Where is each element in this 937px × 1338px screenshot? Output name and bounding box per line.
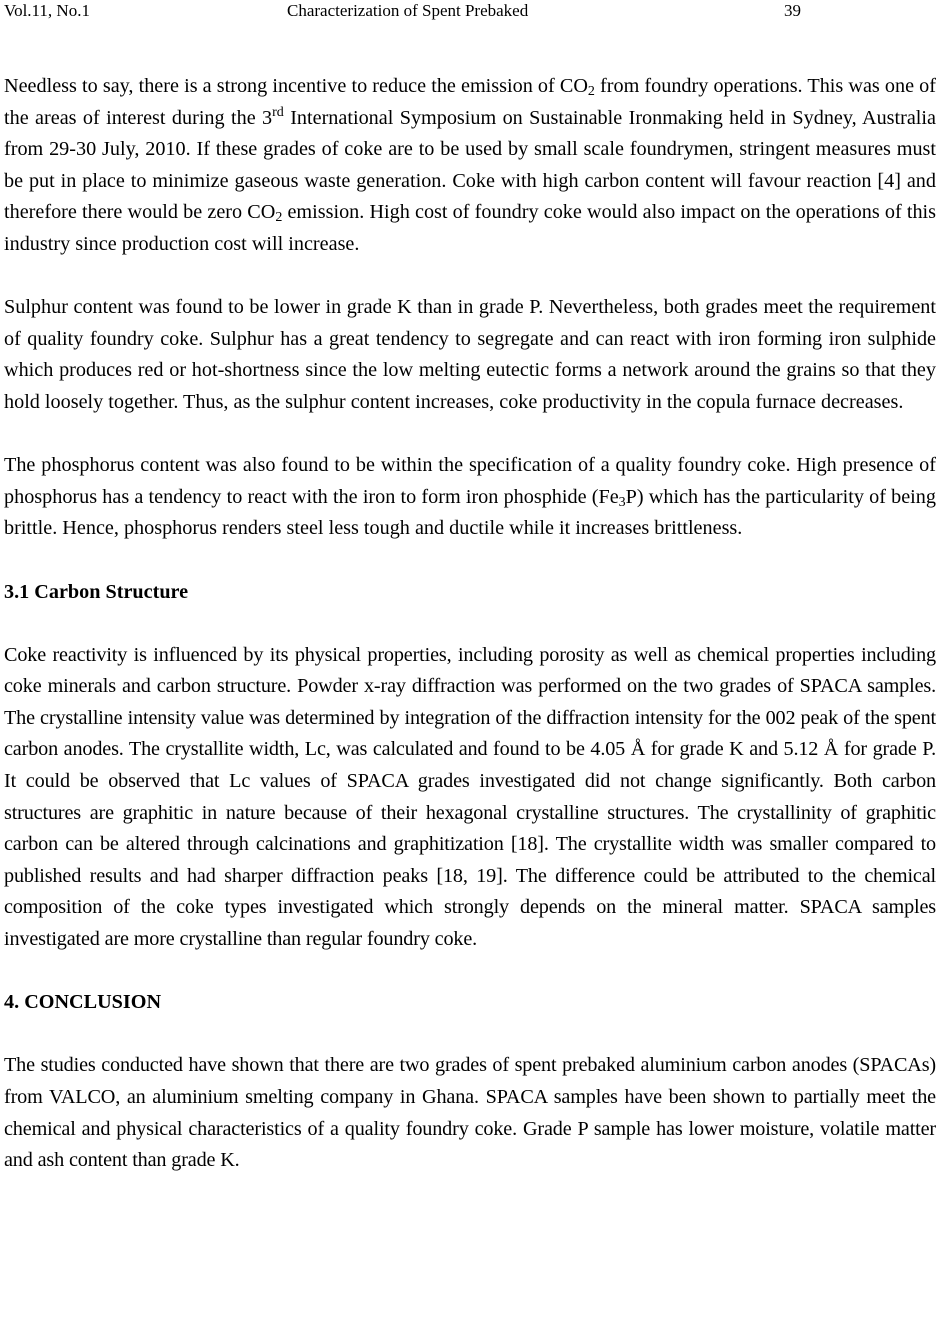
paragraph-co2-emission <box>4 71 936 261</box>
paragraph-sulphur: Sulphur content was found to be lower in grade K than in grade P. Nevertheless, both grades meet the requirement of quality foundry coke. Sulphur has a great tendency to segregate and can react with iron forming iron sulphide which produces red or hot-shortness since the low melting eutectic forms a network around the grains so that they hold loosely together. Thus, as the sulphur content increases, coke productivity in the copula furnace decreases. <box>4 296 936 413</box>
section-heading-conclusion: 4. CONCLUSION <box>4 991 162 1014</box>
section-heading-carbon-structure: 3.1 Carbon Structure <box>4 580 189 603</box>
article-body <box>4 71 936 1177</box>
text-span: emission. High cost of foundry coke would also impact on the operations of this industry since production cost will increase. <box>4 201 936 255</box>
subscript: 3 <box>618 494 626 510</box>
subscript: 2 <box>275 210 283 226</box>
text-span: from foundry operations. This was one of the areas of interest during the 3 <box>4 75 936 129</box>
running-title: Characterization of Spent Prebaked <box>287 1 529 20</box>
text-span: Needless to say, there is a strong incentive to reduce the emission of CO <box>4 75 588 97</box>
superscript: rd <box>272 104 284 120</box>
running-header <box>4 0 934 26</box>
text-span: The phosphorus content was also found to be within the specification of a quality foundry coke. High presence of phosphorus has a tendency to react with the iron to form iron phosphide (Fe <box>4 454 936 508</box>
paragraph-phosphorus <box>4 450 936 545</box>
text-span: P) which has the particularity of being brittle. Hence, phosphorus renders steel less tough and ductile while it increases brittleness. <box>4 485 936 540</box>
text-span: International Symposium on Sustainable Ironmaking held in Sydney, Australia from 29-30 July, 2010. If these grades of coke are to be used by small scale foundrymen, stringent measures must be put in place to minimize gaseous waste generation. Coke with high carbon content will favour reaction [4] and therefore there would be zero CO <box>4 106 936 224</box>
page-number: 39 <box>784 1 801 20</box>
paragraph-conclusion: The studies conducted have shown that there are two grades of spent prebaked aluminium carbon anodes (SPACAs) from VALCO, an aluminium smelting company in Ghana. SPACA samples have been shown to partially meet the chemical and physical characteristics of a quality foundry coke. Grade P sample has lower moisture, volatile matter and ash content than grade K. <box>4 1054 936 1172</box>
subscript: 2 <box>587 84 595 99</box>
volume-label: Vol.11, No.1 <box>4 1 90 20</box>
paragraph-carbon-structure: Coke reactivity is influenced by its physical properties, including porosity as well as chemical properties including coke minerals and carbon structure. Powder x-ray diffraction was performed on the two grades of SPACA samples. The crystalline intensity value was determined by integration of the diffraction intensity for the 002 peak of the spent carbon anodes. The crystallite width, Lc, was calculated and found to be 4.05 Å for grade K and 5.12 Å for grade P. It could be observed that Lc values of SPACA grades investigated did not change significantly. Both carbon structures are graphitic in nature because of their hexagonal crystalline structures. The crystallinity of graphitic carbon can be altered through calcinations and graphitization [18]. The crystallite width was smaller compared to published results and had sharper diffraction peaks [18, 19]. The difference could be attributed to the chemical composition of the coke types investigated which strongly depends on the mineral matter. SPACA samples investigated are more crystalline than regular foundry coke. <box>4 643 936 951</box>
